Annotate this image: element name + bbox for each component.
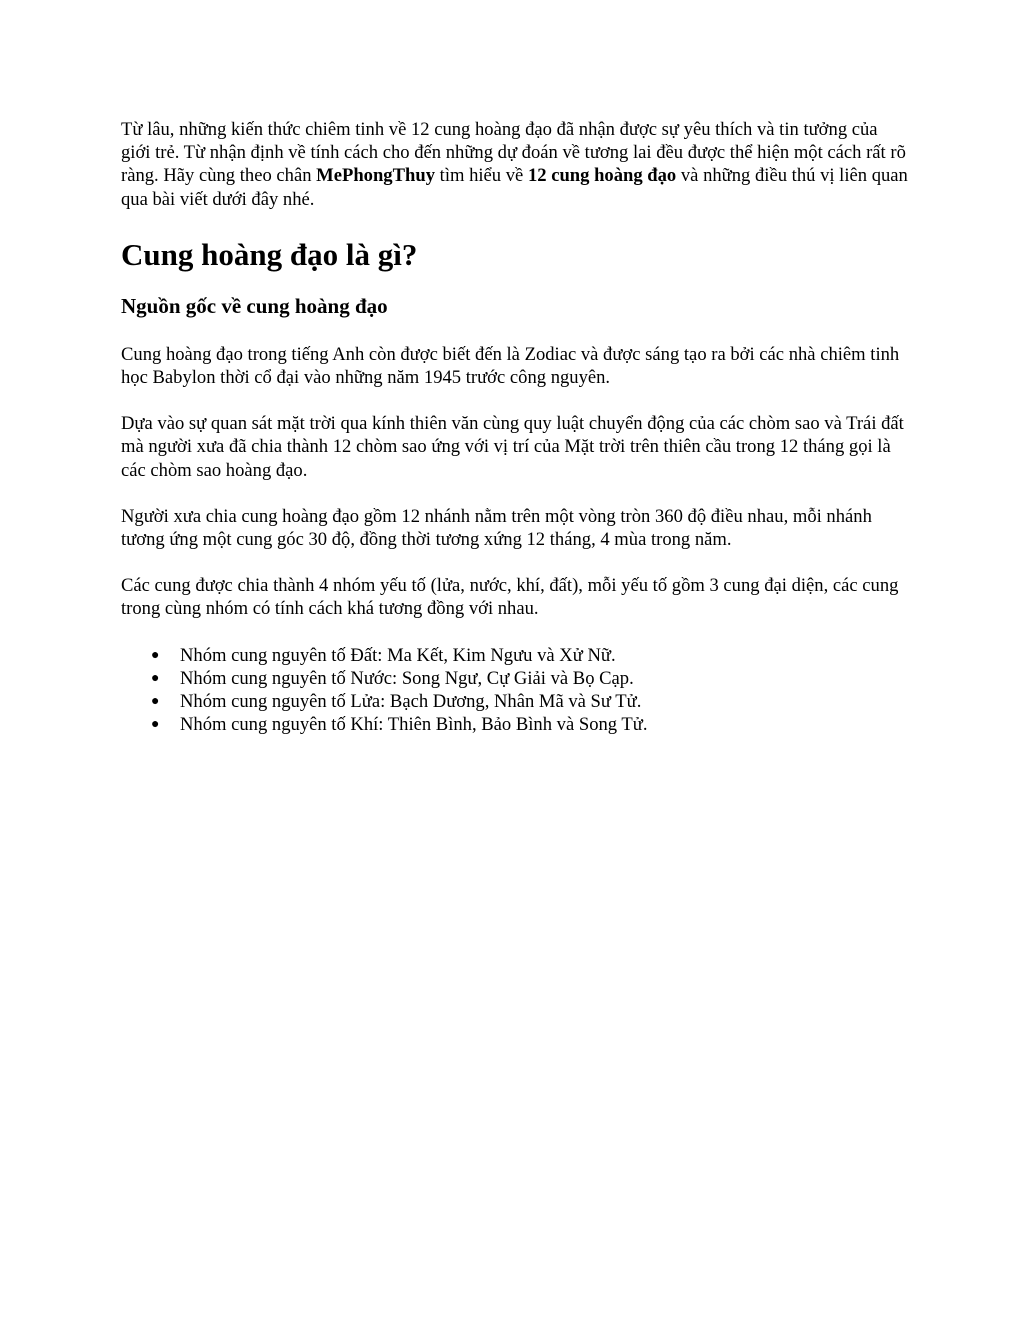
intro-paragraph	[121, 118, 911, 211]
list-item-text: Nhóm cung nguyên tố Nước: Song Ngư, Cự Giải và Bọ Cạp.	[180, 667, 634, 689]
document-page	[121, 118, 911, 736]
bullet-icon: ●	[151, 717, 160, 733]
list-item	[151, 690, 911, 713]
paragraph-2: Dựa vào sự quan sát mặt trời qua kính thiên văn cùng quy luật chuyển động của các chòm sao và Trái đất mà người xưa đã chia thành 12 chòm sao ứng với vị trí của Mặt trời trên thiên cầu trong 12 tháng gọi là các chòm sao hoàng đạo.	[121, 413, 904, 481]
intro-text-1: Từ lâu, những kiến thức chiêm tinh về 12 cung hoàng đạo đã nhận được sự yêu thích và tin tưởng của giới trẻ. Từ nhận định về tính cách cho đến những dự đoán về tương lai đều được thể hiện một cách rất rõ ràng. Hãy cùng theo chân	[121, 119, 906, 187]
intro-text-3: và những điều thú vị liên quan qua bài viết dưới đây nhé.	[121, 165, 908, 210]
brand-name: MePhongThuy	[316, 165, 435, 187]
list-item	[151, 667, 911, 690]
bullet-icon: ●	[151, 670, 160, 686]
list-item-text: Nhóm cung nguyên tố Lửa: Bạch Dương, Nhân Mã và Sư Tử.	[180, 691, 642, 713]
list-item-text: Nhóm cung nguyên tố Đất: Ma Kết, Kim Ngưu và Xử Nữ.	[180, 644, 616, 666]
list-item	[151, 644, 911, 667]
list-item-text: Nhóm cung nguyên tố Khí: Thiên Bình, Bảo Bình và Song Tử.	[180, 714, 648, 736]
bullet-icon: ●	[151, 694, 160, 710]
main-heading: Cung hoàng đạo là gì?	[121, 236, 418, 272]
paragraph-3: Người xưa chia cung hoàng đạo gồm 12 nhánh nằm trên một vòng tròn 360 độ điều nhau, mỗi nhánh tương ứng một cung góc 30 độ, đồng thời tương xứng 12 tháng, 4 mùa trong năm.	[121, 505, 872, 551]
bullet-icon: ●	[151, 647, 160, 663]
intro-text-2: tìm hiểu về	[435, 165, 528, 187]
sub-heading: Nguồn gốc về cung hoàng đạo	[121, 293, 388, 318]
paragraph-4: Các cung được chia thành 4 nhóm yếu tố (lửa, nước, khí, đất), mỗi yếu tố gồm 3 cung đại diện, các cung trong cùng nhóm có tính cách khá tương đồng với nhau.	[121, 575, 899, 620]
topic-name: 12 cung hoàng đạo	[527, 165, 677, 187]
list-item	[151, 713, 911, 736]
paragraph-1: Cung hoàng đạo trong tiếng Anh còn được biết đến là Zodiac và được sáng tạo ra bởi các nhà chiêm tinh học Babylon thời cổ đại vào những năm 1945 trước công nguyên.	[121, 343, 900, 389]
element-group-list	[121, 644, 911, 737]
